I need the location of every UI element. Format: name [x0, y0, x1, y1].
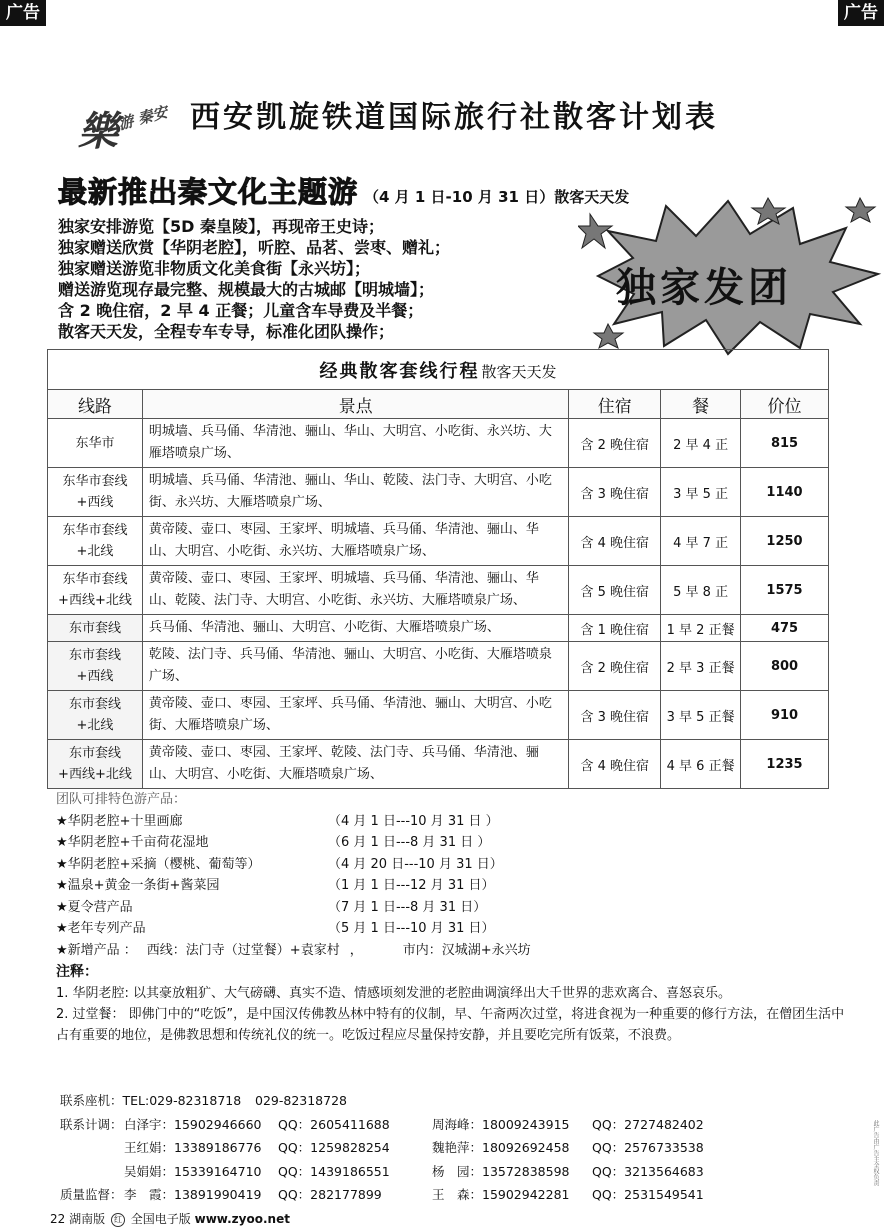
route-price: 815 — [741, 419, 829, 468]
extra-item — [56, 875, 856, 897]
route-name — [48, 517, 143, 566]
agency-logo — [78, 100, 188, 160]
route-meal: 4 早 6 正餐 — [661, 740, 741, 789]
extra-item — [56, 897, 856, 919]
table-title — [48, 350, 829, 390]
contact-qq: QQ：2727482402 — [592, 1116, 704, 1132]
new-products-label: ★新增产品 ： — [56, 942, 137, 958]
feature-item: 独家赠送游览非物质文化美食街【永兴坊】； — [58, 259, 371, 278]
extra-item-name: ★温泉+黄金一条街+酱菜园 — [56, 878, 220, 893]
table-title-main: 经典散客套线行程 — [319, 360, 480, 382]
route-name — [48, 615, 143, 642]
contact-name: 白泽宇：15902946660 — [124, 1116, 262, 1132]
route-name — [48, 419, 143, 468]
note-item: 1. 华阴老腔: 以其豪放粗犷、大气磅礴、真实不造、情感顷刻发泄的老腔曲调演绎出大千世界的悲欢离合、喜怒哀乐。 — [56, 986, 732, 1001]
route-name-line: 东市套线 — [68, 648, 121, 663]
extra-item-date: （6 月 1 日---8 月 31 日 ） — [328, 835, 491, 850]
route-name-line: +西线 — [76, 495, 114, 510]
extra-item-name: ★华阴老腔+采摘（樱桃、葡萄等） — [56, 856, 261, 872]
route-name-line: 东市套线 — [68, 697, 121, 712]
route-meal: 3 早 5 正餐 — [661, 691, 741, 740]
route-price: 800 — [741, 642, 829, 691]
contact-name: 杨 园：13572838598 — [432, 1163, 570, 1179]
route-stay: 含 4 晚住宿 — [569, 740, 661, 789]
header-stay: 住宿 — [569, 390, 661, 419]
contact-name: 魏艳萍：18092692458 — [432, 1140, 570, 1155]
contact-section — [60, 1089, 860, 1207]
route-table — [47, 349, 829, 789]
extra-item-date: （1 月 1 日---12 月 31 日） — [328, 878, 495, 893]
contact-name: 周海峰：18009243915 — [432, 1116, 570, 1132]
extra-products — [56, 789, 856, 961]
feature-item: 独家安排游览【5D 秦皇陵】，再现帝王史诗； — [58, 217, 384, 236]
route-name-line: 东市套线 — [68, 746, 121, 761]
route-spots: 明城墙、兵马俑、华清池、骊山、华山、大明宫、小吃街、永兴坊、大雁塔喷泉广场、 — [142, 419, 568, 468]
table-row — [48, 740, 829, 789]
route-name-line: 东华市套线 — [62, 572, 128, 587]
route-name — [48, 740, 143, 789]
route-name — [48, 691, 143, 740]
exclusive-badge: 独家发团 — [616, 264, 792, 311]
new-products-west: 西线：法门寺（过堂餐）+袁家村 — [146, 942, 340, 958]
feature-item: 散客天天发，全程专车专导，标准化团队操作； — [58, 322, 395, 341]
site-url[interactable]: www.zyoo.net — [194, 1212, 290, 1226]
route-name-line: +西线+北线 — [58, 767, 132, 782]
extra-item-date: （7 月 1 日---8 月 31 日） — [328, 899, 487, 915]
planner-label: 联系计调： — [60, 1116, 123, 1132]
table-row — [48, 615, 829, 642]
route-spots: 兵马俑、华清池、骊山、大明宫、小吃街、大雁塔喷泉广场、 — [142, 615, 568, 642]
route-stay: 含 3 晚住宿 — [569, 691, 661, 740]
route-price: 1140 — [741, 468, 829, 517]
route-name-line: 东华市 — [75, 435, 115, 451]
header-price: 价位 — [741, 390, 829, 419]
subtitle — [58, 170, 629, 211]
feature-item: 独家赠送欣赏【华阴老腔】，听腔、品茗、尝枣、赠礼； — [58, 238, 451, 257]
table-title-suffix: 散客天天发 — [481, 362, 557, 381]
extra-item-name: ★夏令营产品 — [56, 899, 133, 915]
contact-qq: QQ：1439186551 — [278, 1163, 390, 1179]
route-name-line: 东华市套线 — [62, 474, 128, 489]
table-row — [48, 566, 829, 615]
ad-label-left: 广告 — [0, 0, 46, 26]
page-number: 22 — [50, 1212, 66, 1226]
brand-logo-icon: 红 — [111, 1213, 125, 1227]
route-name — [48, 566, 143, 615]
extra-item-name: ★华阴老腔+千亩荷花湿地 — [56, 835, 209, 850]
route-name — [48, 642, 143, 691]
route-spots: 黄帝陵、壶口、枣园、王家坪、乾陵、法门寺、兵马俑、华清池、骊山、大明宫、小吃街、大雁塔喷泉广场、 — [142, 740, 568, 789]
page-title: 西安凯旋铁道国际旅行社散客计划表 — [190, 100, 718, 135]
logo-script: 游 秦安 — [116, 102, 170, 134]
extra-item-name: ★老年专列产品 — [56, 921, 146, 936]
contact-qq: QQ：3213564683 — [592, 1163, 704, 1179]
route-stay: 含 2 晚住宿 — [569, 642, 661, 691]
header-meal: 餐 — [661, 390, 741, 419]
route-price: 1575 — [741, 566, 829, 615]
contact-name: 王 森：15902942281 — [432, 1187, 570, 1202]
route-stay: 含 1 晚住宿 — [569, 615, 661, 642]
table-row — [48, 419, 829, 468]
route-name-line: 东市套线 — [68, 620, 121, 636]
contact-qq: QQ：1259828254 — [278, 1140, 390, 1155]
extra-item-date: （4 月 20 日---10 月 31 日） — [328, 856, 503, 872]
contact-qq: QQ：2531549541 — [592, 1187, 704, 1202]
notes-label: 注释： — [56, 964, 98, 980]
brand-name: 全国电子版 — [130, 1212, 191, 1226]
extra-item-date: （5 月 1 日---10 月 31 日） — [328, 921, 495, 936]
phone-label: 联系座机：TEL:029-82318718 — [60, 1093, 242, 1108]
contact-qq: QQ：2605411688 — [278, 1116, 390, 1132]
subtitle-dates: （4 月 1 日-10 月 31 日）散客天天发 — [364, 188, 630, 206]
route-meal: 5 早 8 正 — [661, 566, 741, 615]
route-spots: 明城墙、兵马俑、华清池、骊山、华山、乾陵、法门寺、大明宫、小吃街、永兴坊、大雁塔喷泉广场、 — [142, 468, 568, 517]
subtitle-main: 最新推出秦文化主题游 — [58, 175, 359, 209]
feature-list — [58, 216, 618, 342]
supervisor-label: 质量监督： — [60, 1187, 123, 1202]
route-stay: 含 4 晚住宿 — [569, 517, 661, 566]
contact-qq: QQ：2576733538 — [592, 1140, 704, 1155]
route-name-line: 东华市套线 — [62, 523, 128, 538]
feature-item: 赠送游览现存最完整、规模最大的古城邮【明城墙】； — [58, 280, 435, 299]
route-name-line: +西线 — [76, 669, 114, 684]
route-meal: 4 早 7 正 — [661, 517, 741, 566]
route-spots: 黄帝陵、壶口、枣园、王家坪、兵马俑、华清池、骊山、大明宫、小吃街、大雁塔喷泉广场、 — [142, 691, 568, 740]
notes-section — [56, 962, 846, 1046]
route-spots: 黄帝陵、壶口、枣园、王家坪、明城墙、兵马俑、华清池、骊山、华山、乾陵、法门寺、大明宫、小吃街、永兴坊、大雁塔喷泉广场、 — [142, 566, 568, 615]
ad-label-right: 广告 — [838, 0, 884, 26]
route-name — [48, 468, 143, 517]
extra-item — [56, 811, 856, 833]
route-name-line: +北线 — [76, 718, 114, 733]
phone-secondary: 029-82318728 — [255, 1093, 347, 1108]
route-price: 475 — [741, 615, 829, 642]
logo-main-char: 樂 — [78, 108, 118, 155]
table-row — [48, 517, 829, 566]
route-spots: 乾陵、法门寺、兵马俑、华清池、骊山、大明宫、小吃街、大雁塔喷泉广场、 — [142, 642, 568, 691]
route-name-line: +北线 — [76, 544, 114, 559]
new-products-sep: ， — [349, 942, 363, 958]
page-footer — [50, 1210, 290, 1227]
route-meal: 3 早 5 正 — [661, 468, 741, 517]
table-row — [48, 642, 829, 691]
route-name-line: +西线+北线 — [58, 593, 132, 608]
route-stay: 含 3 晚住宿 — [569, 468, 661, 517]
route-meal: 2 早 3 正餐 — [661, 642, 741, 691]
route-stay: 含 2 晚住宿 — [569, 419, 661, 468]
extras-heading: 团队可排特色游产品： — [56, 792, 187, 807]
extra-item — [56, 832, 856, 854]
table-row — [48, 468, 829, 517]
contact-name: 王红娟：13389186776 — [124, 1140, 262, 1155]
route-price: 1250 — [741, 517, 829, 566]
table-row — [48, 691, 829, 740]
route-meal: 1 早 2 正餐 — [661, 615, 741, 642]
route-stay: 含 5 晚住宿 — [569, 566, 661, 615]
extra-item-name: ★华阴老腔+十里画廊 — [56, 813, 183, 829]
header-spots: 景点 — [142, 390, 568, 419]
contact-name: 李 霞：13891990419 — [124, 1187, 262, 1202]
route-meal: 2 早 4 正 — [661, 419, 741, 468]
edition-label: 湖南版 — [69, 1212, 106, 1226]
route-price: 1235 — [741, 740, 829, 789]
extra-item — [56, 854, 856, 876]
route-price: 910 — [741, 691, 829, 740]
extra-item-date: （4 月 1 日---10 月 31 日 ） — [328, 813, 499, 829]
extra-item — [56, 918, 856, 940]
header-route: 线路 — [48, 390, 143, 419]
contact-qq: QQ：282177899 — [278, 1187, 382, 1202]
route-spots: 黄帝陵、壶口、枣园、王家坪、明城墙、兵马俑、华清池、骊山、华山、大明宫、小吃街、永兴坊、大雁塔喷泉广场、 — [142, 517, 568, 566]
note-item: 2. 过堂餐： 即佛门中的“吃饭”，是中国汉传佛教丛林中特有的仪制，早、午斋两次过堂，将进食视为一种重要的修行方法，在僧团生活中占有重要的地位，是佛教思想和传统礼仪的统一。吃饭过程应尽量保持安静，并且要吃完所有饭菜，不浪费。 — [56, 1007, 845, 1043]
contact-name: 吴娟娟：15339164710 — [124, 1163, 262, 1179]
side-disclaimer: 此广告由广告主全权负责 — [872, 1120, 879, 1186]
feature-item: 含 2 晚住宿，2 早 4 正餐；儿童含车导费及半餐； — [58, 301, 424, 320]
new-products-city: 市内：汉城湖+永兴坊 — [402, 942, 531, 958]
new-products-row — [56, 940, 856, 962]
